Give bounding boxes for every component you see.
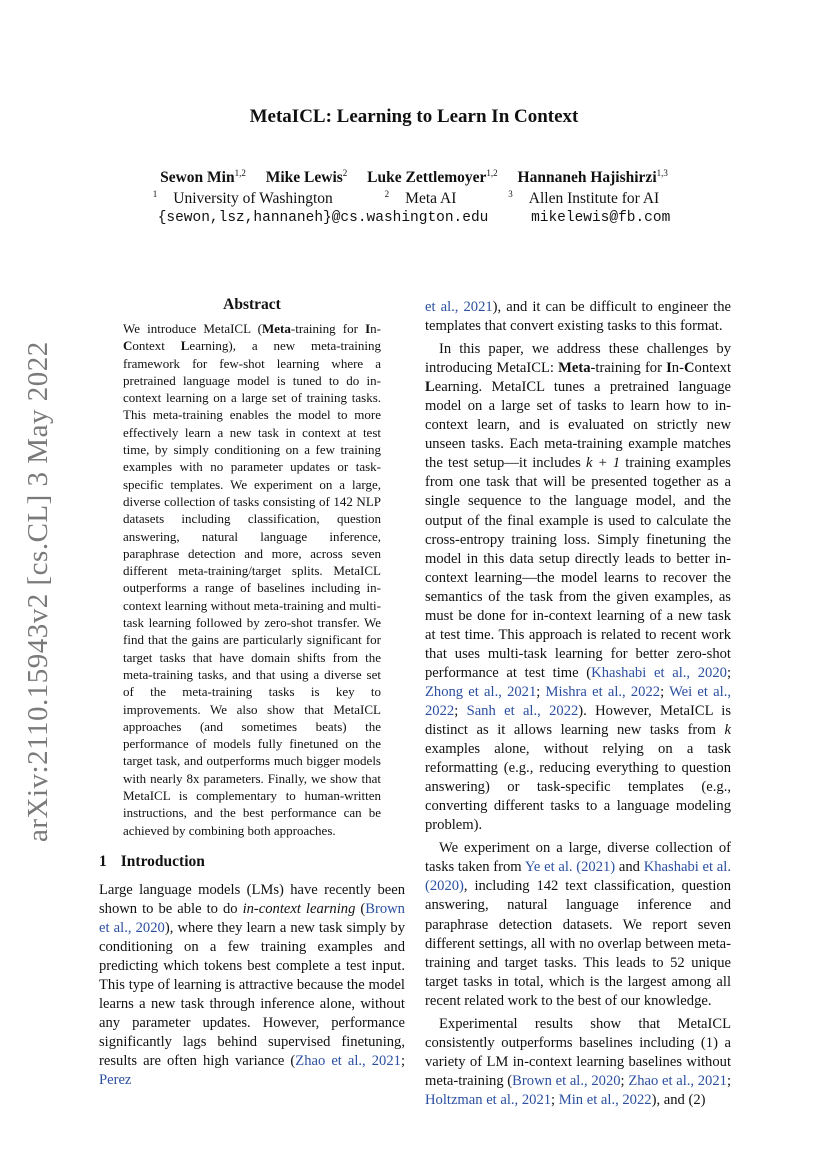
citation-link[interactable]: Sanh et al., 2022 [466,702,579,719]
affiliation: $^3$ Allen Institute for AI [508,189,660,208]
abstract-text: We introduce MetaICL (Meta-training for In-Context Learning), a new meta-training framework for few-shot learning where a pretrained language model is tuned to do in-context learning on a large set of training tasks. This meta-training enables the model to more effectively learn a new task in context at test time, by simply conditioning on a few training examples with no parameter updates or task-specific templates. We experiment on a large, diverse collection of tasks consisting of 142 NLP datasets including classification, question answering, natural language inference, paraphrase detection and more, across seven different meta-training/target splits. MetaICL outperforms a range of baselines including in-context learning without meta-training and multi-task learning followed by zero-shot transfer. We find that the gains are particularly significant for target tasks that have domain shifts from the meta-training tasks, and that using a diverse set of the meta-training tasks is key to improvements. We also show that MetaICL approaches (and sometimes beats) the performance of models fully finetuned on the target task, and outperforms much bigger models with nearly 8x parameters. Finally, we show that MetaICL is complementary to human-written instructions, and the best performance can be achieved by combining both approaches. [123,321,381,838]
citation-link[interactable]: Khashabi et al. (2020) [425,859,731,895]
continued-paragraph: et al., 2021), and it can be difficult to engineer the templates that convert existing tasks to this format. [425,299,731,335]
paper-title: MetaICL: Learning to Learn In Context [249,106,579,127]
emails [0,210,828,226]
affiliation: $^1$ University of Washington [152,189,333,208]
citation-link[interactable]: Perez [99,1072,132,1089]
paragraph: We experiment on a large, diverse collection of tasks taken from Ye et al. (2021) and Khashabi et al. (2020), including 142 text classification, question answering, natural language inference and paraphrase detection datasets. We report seven different settings, all with no overlap between meta-training and target tasks. This leads to 52 unique target tasks in total, which is the largest among all recent related work to the best of our knowledge. [425,840,731,1009]
affiliations [0,189,828,208]
author-list [0,168,828,187]
author-block [0,168,828,226]
citation-link[interactable]: Mishra et al., 2022 [545,683,661,700]
citation-link[interactable]: Brown et al., 2020 [99,900,405,936]
paragraph: In this paper, we address these challenges by introducing MetaICL: Meta-training for In-Context Learning. MetaICL tunes a pretrained language model on a large set of tasks to learn how to in-context learn, and is evaluated on strictly new unseen tasks. Each meta-training example matches the test setup—it includes k + 1 training examples from one task that will be presented together as a single sequence to the language model, and the output of the final example is used to calculate the cross-entropy training loss. Simply finetuning the model in this data setup directly leads to better in-context learning—the model learns to recover the semantics of the task from the given examples, as must be done for in-context learning of a new task at test time. This approach is related to recent work that uses multi-task learning for better zero-shot performance at test time (Khashabi et al., 2020; Zhong et al., 2021; Mishra et al., 2022; Wei et al., 2022; Sanh et al., 2022). However, MetaICL is distinct as it allows learning new tasks from k examples alone, without relying on a task reformatting (e.g., reducing everything to question answering) or task-specific templates (e.g., converting different tasks to a language modeling problem). [425,341,732,834]
paragraph: Experimental results show that MetaICL consistently outperforms baselines including (1) a variety of LM in-context learning baselines without meta-training (Brown et al., 2020; Zhao et al., 2021; Holtzman et al., 2021; Min et al., 2022), and (2) [425,1015,732,1108]
author-name: Luke Zettlemoyer$^{1,2}$ [367,168,498,187]
author-name: Mike Lewis$^2$ [265,168,348,187]
section-heading-introduction: 1 Introduction [99,852,205,870]
author-name: Sewon Min$^{1,2}$ [160,168,246,187]
author-name: Hannaneh Hajishirzi$^{1,3}$ [517,168,668,187]
citation-link[interactable]: Khashabi et al., 2020 [591,664,727,681]
citation-link[interactable]: Brown et al., 2020 [512,1072,621,1089]
email[interactable]: mikelewis@fb.com [531,210,671,227]
right-column [425,298,731,1110]
citation-link[interactable]: Zhong et al., 2021 [425,683,537,700]
citation-link[interactable]: Wei et al., 2022 [425,683,731,719]
affiliation: $^2$ Meta AI [384,189,457,208]
citation-link[interactable]: Zhao et al., 2021 [295,1053,401,1070]
citation-link[interactable]: et al., 2021 [425,299,493,315]
citation-link[interactable]: Min et al., 2022 [558,1091,652,1108]
citation-link[interactable]: Holtzman et al., 2021 [425,1091,552,1108]
arxiv-stamp: arXiv:2110.15943v2 [cs.CL] 3 May 2022 [22,341,54,842]
citation-link[interactable]: Zhao et al., 2021 [628,1072,727,1089]
abstract-heading: Abstract [223,296,281,313]
email[interactable]: {sewon,lsz,hannaneh}@cs.washington.edu [157,210,489,227]
intro-paragraph: Large language models (LMs) have recently been shown to be able to do in-context learning (Brown et al., 2020), where they learn a new task simply by conditioning on a few training examples and predicting which tokens best complete a test input. This type of learning is attractive because the model learns a new task through inference alone, without any parameter updates. However, performance significantly lags behind supervised finetuning, results are often high variance (Zhao et al., 2021; Perez [99,881,405,1089]
left-column [99,296,405,1090]
citation-link[interactable]: Ye et al. (2021) [524,859,616,876]
